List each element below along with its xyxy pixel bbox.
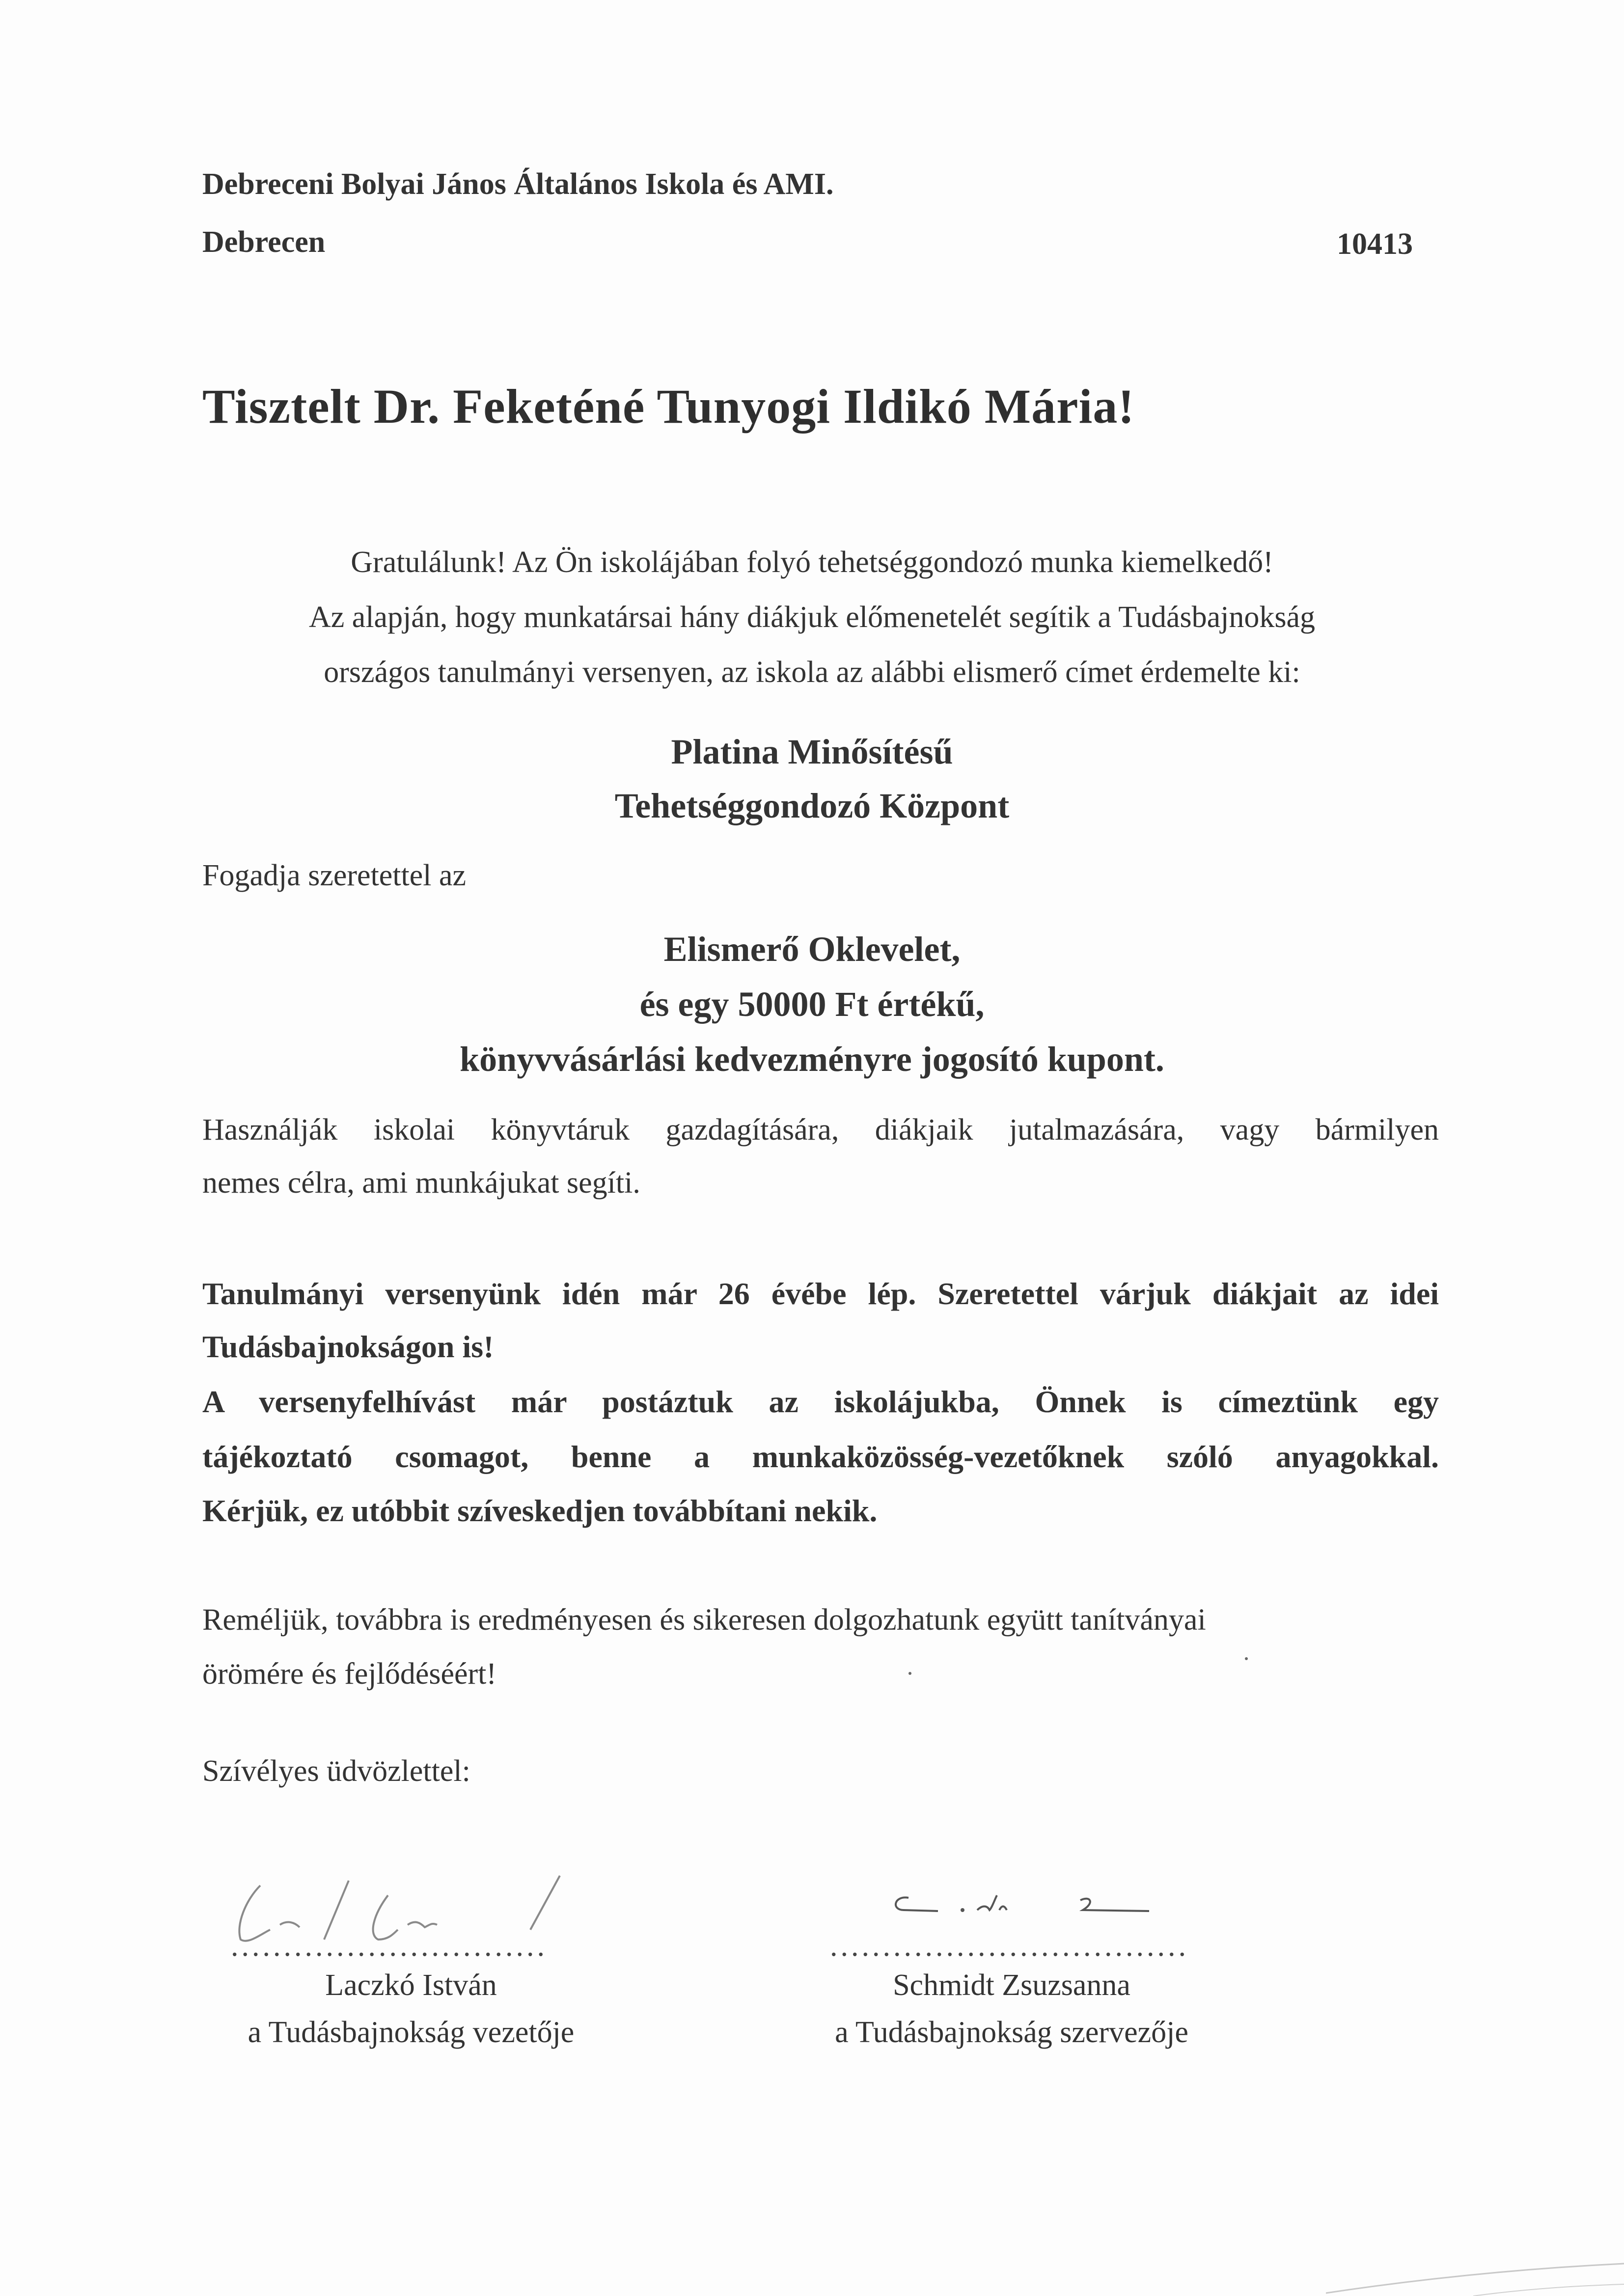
usage-line-2: nemes célra, ami munkájukat segíti. [202, 1166, 640, 1200]
award-detail-line-2: és egy 50000 Ft értékű, [639, 984, 985, 1024]
signature-right-name: Schmidt Zsuzsanna [893, 1968, 1130, 2002]
signature-left-line: .............................. [231, 1929, 548, 1963]
award-title-line-1: Platina Minősítésű [671, 732, 953, 771]
signature-left-name: Laczkó István [325, 1968, 497, 2002]
signature-left-role: a Tudásbajnokság vezetője [248, 2016, 575, 2049]
scan-edge-artifact [1326, 2239, 1624, 2296]
award-detail-line-3: könyvvásárlási kedvezményre jogosító kupont. [460, 1039, 1164, 1079]
intro-line-3: országos tanulmányi versenyen, az iskola az alábbi elismerő címet érdemelte ki: [324, 656, 1300, 689]
competition-line-1: Tanulmányi versenyünk idén már 26 évébe lép. Szeretettel várjuk diákjait az idei [202, 1276, 1439, 1311]
competition-line-2: Tudásbajnokságon is! [202, 1329, 494, 1364]
scan-speck [1245, 1657, 1248, 1660]
signature-right-role: a Tudásbajnokság szervezője [835, 2016, 1188, 2049]
intro-line-2: Az alapján, hogy munkatársai hány diákjuk előmenetelét segítik a Tudásbajnokság [309, 601, 1315, 634]
greeting: Szívélyes üdvözlettel: [202, 1754, 470, 1788]
competition-line-4: tájékoztató csomagot, benne a munkaközösség-vezetőknek szóló anyagokkal. [202, 1439, 1439, 1474]
accept-text: Fogadja szeretettel az [202, 859, 467, 892]
usage-line-1: Használják iskolai könyvtáruk gazdagítására, diákjaik jutalmazására, vagy bármilyen [202, 1113, 1439, 1147]
signature-right-scribble [884, 1881, 1179, 1935]
school-name: Debreceni Bolyai János Általános Iskola és AMI. [202, 167, 834, 201]
award-title-line-2: Tehetséggondozó Központ [614, 786, 1010, 825]
school-code: 10413 [1337, 227, 1413, 261]
intro-line-1: Gratulálunk! Az Ön iskolájában folyó tehetséggondozó munka kiemelkedő! [351, 546, 1273, 579]
salutation: Tisztelt Dr. Feketéné Tunyogi Ildikó Mária! [202, 379, 1135, 434]
signature-right-line: .................................. [830, 1929, 1189, 1963]
award-detail-line-1: Elismerő Oklevelet, [663, 929, 961, 969]
competition-line-3: A versenyfelhívást már postáztuk az iskolájukba, Önnek is címeztünk egy [202, 1384, 1439, 1419]
closing-line-1: Reméljük, továbbra is eredményesen és sikeresen dolgozhatunk együtt tanítványai [202, 1603, 1206, 1637]
city: Debrecen [202, 225, 326, 259]
competition-line-5: Kérjük, ez utóbbit szíveskedjen továbbítani nekik. [202, 1493, 878, 1528]
scan-speck [908, 1672, 911, 1675]
closing-line-2: örömére és fejlődéséért! [202, 1657, 497, 1691]
